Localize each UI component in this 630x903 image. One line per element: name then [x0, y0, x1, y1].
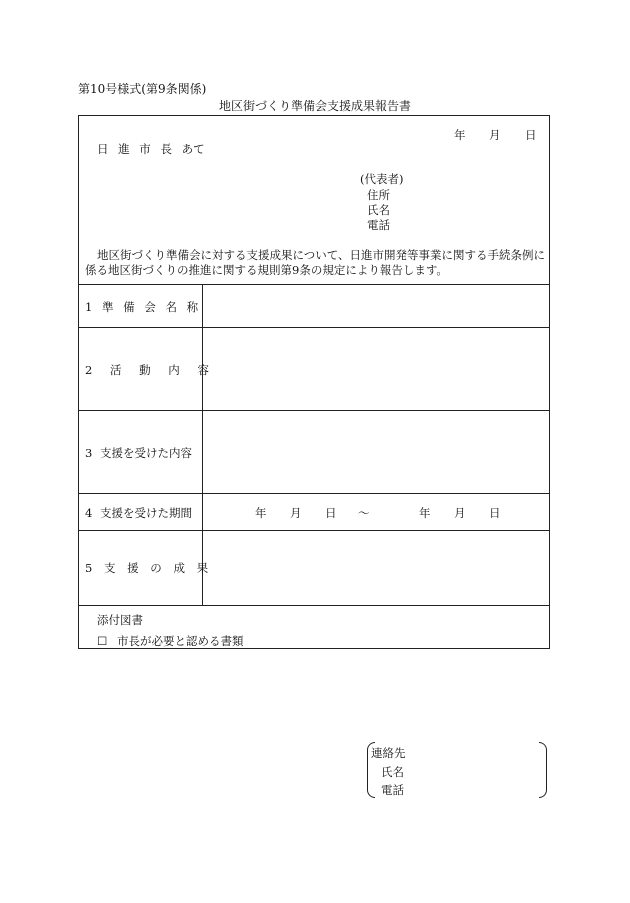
row-label-support-results: 5 支 援 の 成 果: [85, 561, 209, 575]
date-year: 年: [454, 128, 466, 142]
contact-block: [367, 742, 547, 798]
form-number: 第10号様式(第9条関係): [78, 82, 207, 96]
row-label-activity-content: 2 活 動 内 容: [85, 363, 209, 377]
column-divider: [202, 284, 203, 605]
representative-label: (代表者): [360, 172, 404, 186]
attachments-heading: 添付図書: [97, 613, 143, 627]
date-day: 日: [525, 128, 537, 142]
divider: [79, 530, 549, 531]
date-month: 月: [489, 128, 501, 142]
right-bracket: [539, 742, 547, 798]
body-text-line-2: 係る地区街づくりの推進に関する規則第9条の規定により報告します。: [85, 263, 448, 277]
contact-heading: 連絡先: [371, 746, 406, 760]
divider: [79, 410, 549, 411]
document-title: 地区街づくり準備会支援成果報告書: [218, 99, 411, 113]
report-form: [78, 115, 550, 649]
divider: [79, 327, 549, 328]
row-label-support-period: 4 支援を受けた期間: [85, 506, 192, 520]
divider: [79, 605, 549, 606]
period-from-month: 月: [290, 506, 302, 520]
contact-phone-label: 電話: [381, 783, 404, 797]
name-label: 氏名: [367, 203, 390, 217]
period-tilde: ～: [358, 506, 370, 520]
divider: [79, 493, 549, 494]
row-label-support-content: 3 支援を受けた内容: [85, 446, 192, 460]
phone-label: 電話: [367, 218, 390, 232]
address-label: 住所: [367, 188, 390, 202]
contact-name-label: 氏名: [381, 765, 404, 779]
period-to-month: 月: [454, 506, 466, 520]
period-from-day: 日: [325, 506, 337, 520]
divider: [79, 284, 549, 285]
body-text-line-1: 地区街づくり準備会に対する支援成果について、日進市開発等事業に関する手続条例に: [97, 248, 546, 262]
addressee: 日 進 市 長 あて: [97, 142, 205, 156]
attachment-checkbox-item[interactable]: ☐ 市長が必要と認める書類: [97, 634, 244, 648]
row-label-preparation-committee-name: 1 準 備 会 名 称: [85, 300, 199, 314]
period-from-year: 年: [255, 506, 267, 520]
period-to-year: 年: [419, 506, 431, 520]
period-to-day: 日: [489, 506, 501, 520]
